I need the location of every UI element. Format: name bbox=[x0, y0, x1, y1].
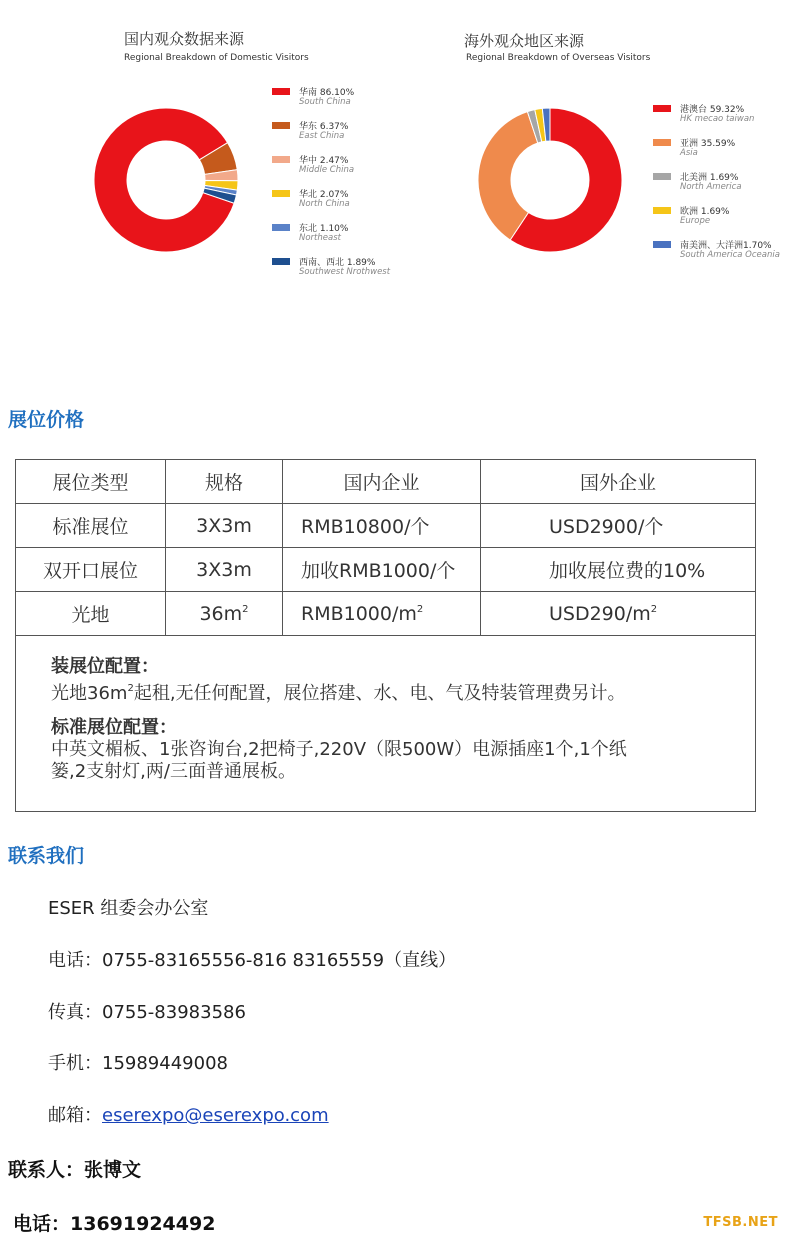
legend-sublabel: HK mecao taiwan bbox=[680, 114, 755, 124]
overseas-legend bbox=[653, 102, 800, 272]
legend-swatch bbox=[653, 105, 671, 112]
config-title-standard: 标准展位配置： bbox=[51, 717, 177, 738]
legend-sublabel: North America bbox=[680, 182, 742, 192]
legend-swatch bbox=[272, 88, 290, 95]
legend-swatch bbox=[653, 207, 671, 214]
overseas-donut bbox=[470, 100, 630, 260]
legend-sublabel: Middle China bbox=[299, 165, 355, 175]
table-header-row bbox=[16, 460, 756, 504]
config-row bbox=[16, 636, 756, 812]
fax-line: 传真：0755-83983586 bbox=[48, 1002, 246, 1023]
chart-subtitle: Regional Breakdown of Overseas Visitors bbox=[466, 53, 651, 63]
legend-swatch bbox=[272, 224, 290, 231]
legend-label: 东北 1.10% bbox=[299, 224, 349, 234]
booth-type: 标准展位 bbox=[16, 504, 166, 548]
legend-label: 西南、西北 1.89% bbox=[299, 258, 376, 268]
legend-label: 亚洲 35.59% bbox=[680, 139, 736, 149]
legend-swatch bbox=[272, 258, 290, 265]
legend-sublabel: Southwest Nrothwest bbox=[299, 267, 391, 277]
domestic-price: 加收RMB1000/个 bbox=[283, 548, 481, 592]
booth-price-heading: 展位价格 bbox=[8, 409, 85, 431]
domestic-donut bbox=[86, 100, 246, 260]
header-cell: 国外企业 bbox=[481, 460, 756, 504]
overseas-price: $USD290/m^2$ bbox=[481, 592, 756, 636]
legend-sublabel: Asia bbox=[680, 148, 698, 158]
legend-label: 欧洲 1.69% bbox=[680, 207, 730, 217]
table-row bbox=[16, 548, 756, 592]
office-name: ESER 组委会办公室 bbox=[48, 898, 209, 919]
legend-swatch bbox=[272, 190, 290, 197]
domestic-price: RMB10800/个 bbox=[283, 504, 481, 548]
legend-swatch bbox=[272, 156, 290, 163]
legend-swatch bbox=[272, 122, 290, 129]
booth-spec: 3X3m bbox=[166, 504, 283, 548]
domestic-price: $RMB1000/m^2$ bbox=[283, 592, 481, 636]
booth-config-text bbox=[51, 656, 627, 783]
config-line: 光地$36m^2$起租,无任何配置，展位搭建、水、电、气及特装管理费另计。 bbox=[51, 683, 626, 704]
chart-title: 国内观众数据来源 bbox=[124, 30, 245, 48]
domestic-chart bbox=[0, 0, 400, 290]
legend-swatch bbox=[653, 139, 671, 146]
contact-person: 联系人：张博文 bbox=[8, 1159, 142, 1181]
phone-line: 电话：0755-83165556-816 83165559（直线） bbox=[48, 950, 457, 971]
legend-label: 华东 6.37% bbox=[299, 122, 349, 132]
legend-label: 北美洲 1.69% bbox=[680, 173, 739, 183]
table-row bbox=[16, 504, 756, 548]
header-cell: 规格 bbox=[166, 460, 283, 504]
overseas-chart bbox=[400, 0, 800, 290]
booth-type: 光地 bbox=[16, 592, 166, 636]
legend-swatch bbox=[653, 241, 671, 248]
legend-sublabel: East China bbox=[299, 131, 345, 141]
legend-label: 南美洲、大洋洲1.70% bbox=[680, 241, 772, 251]
contact-phone: 电话：13691924492 bbox=[13, 1213, 216, 1235]
watermark-logo: TFSB.NET bbox=[703, 1215, 778, 1230]
legend-label: 华中 2.47% bbox=[299, 156, 349, 166]
overseas-price: USD2900/个 bbox=[481, 504, 756, 548]
legend-swatch bbox=[653, 173, 671, 180]
booth-spec: 3X3m bbox=[166, 548, 283, 592]
legend-sublabel: Northeast bbox=[299, 233, 341, 243]
email-link[interactable]: eserexpo@eserexpo.com bbox=[102, 1105, 329, 1126]
domestic-legend bbox=[272, 85, 400, 285]
config-line: 篓,2支射灯,两/三面普通展板。 bbox=[51, 761, 296, 782]
chart-title: 海外观众地区来源 bbox=[464, 32, 585, 50]
legend-label: 华北 2.07% bbox=[299, 190, 349, 200]
booth-price-table bbox=[15, 459, 756, 812]
booth-config-cell bbox=[16, 636, 756, 812]
email-label: 邮箱： bbox=[48, 1105, 102, 1126]
table-row bbox=[16, 592, 756, 636]
mobile-line: 手机：15989449008 bbox=[48, 1053, 228, 1074]
booth-type: 双开口展位 bbox=[16, 548, 166, 592]
config-title-raw: 装展位配置： bbox=[51, 656, 159, 677]
header-cell: 展位类型 bbox=[16, 460, 166, 504]
config-line: 中英文楣板、1张咨询台,2把椅子,220V（限500W）电源插座1个,1个纸 bbox=[51, 739, 627, 760]
contact-heading: 联系我们 bbox=[8, 845, 85, 867]
legend-label: 港澳台 59.32% bbox=[680, 105, 745, 115]
chart-subtitle: Regional Breakdown of Domestic Visitors bbox=[124, 53, 309, 63]
overseas-price: 加收展位费的10% bbox=[481, 548, 756, 592]
legend-label: 华南 86.10% bbox=[299, 88, 355, 98]
legend-sublabel: South America Oceania bbox=[680, 250, 780, 260]
legend-sublabel: South China bbox=[299, 97, 351, 107]
legend-sublabel: North China bbox=[299, 199, 350, 209]
legend-sublabel: Europe bbox=[680, 216, 711, 226]
header-cell: 国内企业 bbox=[283, 460, 481, 504]
booth-spec: $36m^2$ bbox=[166, 592, 283, 636]
email-line bbox=[48, 1101, 329, 1127]
